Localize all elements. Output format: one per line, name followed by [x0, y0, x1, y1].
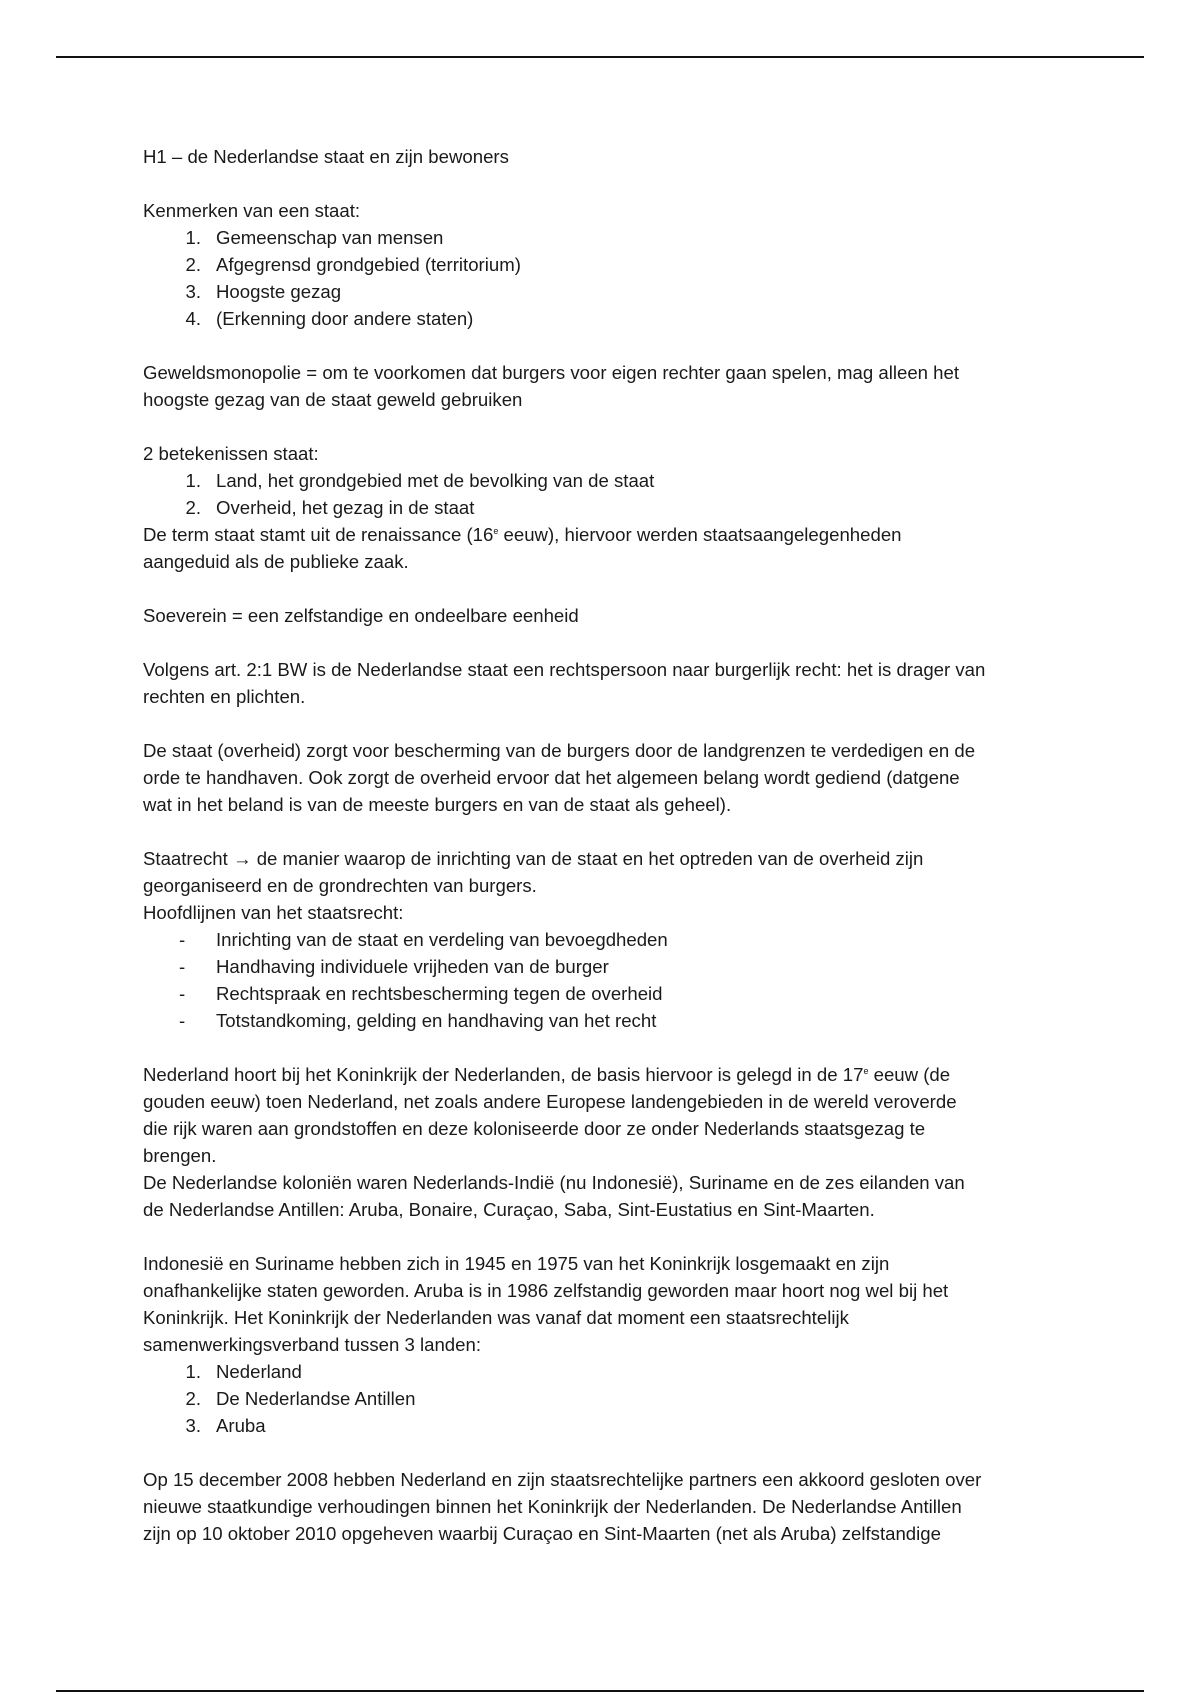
akkoord-line: Op 15 december 2008 hebben Nederland en zijn staatsrechtelijke partners een akkoord gesloten over — [143, 1469, 982, 1490]
betekenissen-intro: 2 betekenissen staat: — [143, 443, 319, 464]
list-marker: 3. — [185, 1415, 201, 1436]
list-item — [143, 278, 1063, 305]
list-item — [143, 980, 1063, 1007]
kenmerken-list — [143, 224, 1063, 332]
betekenissen-list — [143, 467, 1063, 521]
term-text: De term staat stamt uit de renaissance (16 — [143, 524, 494, 545]
list-marker: 1. — [185, 227, 201, 248]
bescherming-line: wat in het beland is van de meeste burgers en van de staat als geheel). — [143, 794, 732, 815]
header-rule — [56, 56, 1144, 58]
list-item-text: Inrichting van de staat en verdeling van bevoegdheden — [216, 929, 668, 950]
rechtspersoon-line: rechten en plichten. — [143, 686, 306, 707]
kolonien-line: de Nederlandse Antillen: Aruba, Bonaire, Curaçao, Saba, Sint-Eustatius en Sint-Maarten. — [143, 1199, 875, 1220]
akkoord-line: nieuwe staatkundige verhoudingen binnen het Koninkrijk der Nederlanden. De Nederlandse Antillen — [143, 1496, 962, 1517]
list-item-text: Aruba — [216, 1415, 266, 1436]
list-item — [143, 1412, 1063, 1439]
superscript: e — [863, 1066, 869, 1076]
chapter-heading: H1 – de Nederlandse staat en zijn bewoners — [143, 146, 509, 167]
document-body — [143, 143, 1063, 1547]
staatrecht-line — [143, 845, 1063, 872]
superscript: e — [493, 526, 499, 536]
koninkrijk-line: brengen. — [143, 1145, 217, 1166]
list-item — [143, 251, 1063, 278]
list-marker: 3. — [185, 281, 201, 302]
list-item-text: De Nederlandse Antillen — [216, 1388, 416, 1409]
list-item-text: Afgegrensd grondgebied (territorium) — [216, 254, 521, 275]
hoofdlijnen-intro: Hoofdlijnen van het staatsrecht: — [143, 902, 404, 923]
staatrecht-term: Staatrecht — [143, 848, 228, 869]
koninkrijk-text: eeuw (de — [868, 1064, 951, 1085]
koninkrijk-line: die rijk waren aan grondstoffen en deze koloniseerde door ze onder Nederlands staatsgezag te — [143, 1118, 926, 1139]
list-marker: 2. — [185, 254, 201, 275]
geweldsmonopolie-line: Geweldsmonopolie = om te voorkomen dat burgers voor eigen rechter gaan spelen, mag alleen het — [143, 362, 960, 383]
list-item — [143, 953, 1063, 980]
list-item — [143, 1358, 1063, 1385]
list-item — [143, 224, 1063, 251]
koninkrijk-text: Nederland hoort bij het Koninkrijk der Nederlanden, de basis hiervoor is gelegd in de 17 — [143, 1064, 864, 1085]
list-item-text: Gemeenschap van mensen — [216, 227, 444, 248]
arrow-icon: → — [232, 848, 252, 869]
hoofdlijnen-list — [143, 926, 1063, 1034]
geweldsmonopolie-line: hoogste gezag van de staat geweld gebruiken — [143, 389, 523, 410]
list-item — [143, 926, 1063, 953]
list-marker: - — [179, 929, 186, 950]
list-item — [143, 467, 1063, 494]
list-item — [143, 1007, 1063, 1034]
list-marker: 1. — [185, 470, 201, 491]
kenmerken-intro: Kenmerken van een staat: — [143, 200, 361, 221]
list-marker: - — [179, 983, 186, 1004]
list-item-text: Land, het grondgebied met de bevolking van de staat — [216, 470, 655, 491]
list-marker: 2. — [185, 1388, 201, 1409]
koninkrijk-line: gouden eeuw) toen Nederland, net zoals andere Europese landengebieden in de wereld veroverde — [143, 1091, 957, 1112]
list-item — [143, 1385, 1063, 1412]
koninkrijk-line — [143, 1061, 1063, 1088]
rechtspersoon-line: Volgens art. 2:1 BW is de Nederlandse staat een rechtspersoon naar burgerlijk recht: het is drager van — [143, 659, 986, 680]
term-line — [143, 521, 1063, 548]
list-marker: 4. — [185, 308, 201, 329]
staatrecht-text: de manier waarop de inrichting van de staat en het optreden van de overheid zijn — [251, 848, 924, 869]
list-item-text: Hoogste gezag — [216, 281, 342, 302]
list-marker: 1. — [185, 1361, 201, 1382]
term-text: eeuw), hiervoor werden staatsaangelegenheden — [498, 524, 902, 545]
onafhankelijk-line: samenwerkingsverband tussen 3 landen: — [143, 1334, 481, 1355]
bescherming-line: orde te handhaven. Ook zorgt de overheid ervoor dat het algemeen belang wordt gediend (datgene — [143, 767, 960, 788]
list-marker: - — [179, 956, 186, 977]
bescherming-line: De staat (overheid) zorgt voor bescherming van de burgers door de landgrenzen te verdedigen en de — [143, 740, 976, 761]
list-item-text: Rechtspraak en rechtsbescherming tegen de overheid — [216, 983, 663, 1004]
list-item-text: Totstandkoming, gelding en handhaving van het recht — [216, 1010, 657, 1031]
staatrecht-line: georganiseerd en de grondrechten van burgers. — [143, 875, 537, 896]
list-item-text: Nederland — [216, 1361, 302, 1382]
onafhankelijk-line: onafhankelijke staten geworden. Aruba is in 1986 zelfstandig geworden maar hoort nog wel bij het — [143, 1280, 949, 1301]
list-item-text: Handhaving individuele vrijheden van de burger — [216, 956, 609, 977]
list-item — [143, 305, 1063, 332]
soeverein-line: Soeverein = een zelfstandige en ondeelbare eenheid — [143, 605, 579, 626]
list-item-text: Overheid, het gezag in de staat — [216, 497, 475, 518]
onafhankelijk-line: Indonesië en Suriname hebben zich in 1945 en 1975 van het Koninkrijk losgemaakt en zijn — [143, 1253, 890, 1274]
akkoord-line: zijn op 10 oktober 2010 opgeheven waarbij Curaçao en Sint-Maarten (net als Aruba) zelfstandige — [143, 1523, 941, 1544]
term-line: aangeduid als de publieke zaak. — [143, 551, 409, 572]
footer-rule — [56, 1690, 1144, 1692]
onafhankelijk-line: Koninkrijk. Het Koninkrijk der Nederlanden was vanaf dat moment een staatsrechtelijk — [143, 1307, 849, 1328]
list-item — [143, 494, 1063, 521]
list-item-text: (Erkenning door andere staten) — [216, 308, 474, 329]
list-marker: - — [179, 1010, 186, 1031]
list-marker: 2. — [185, 497, 201, 518]
landen-list — [143, 1358, 1063, 1439]
kolonien-line: De Nederlandse koloniën waren Nederlands-Indië (nu Indonesië), Suriname en de zes eilanden van — [143, 1172, 965, 1193]
